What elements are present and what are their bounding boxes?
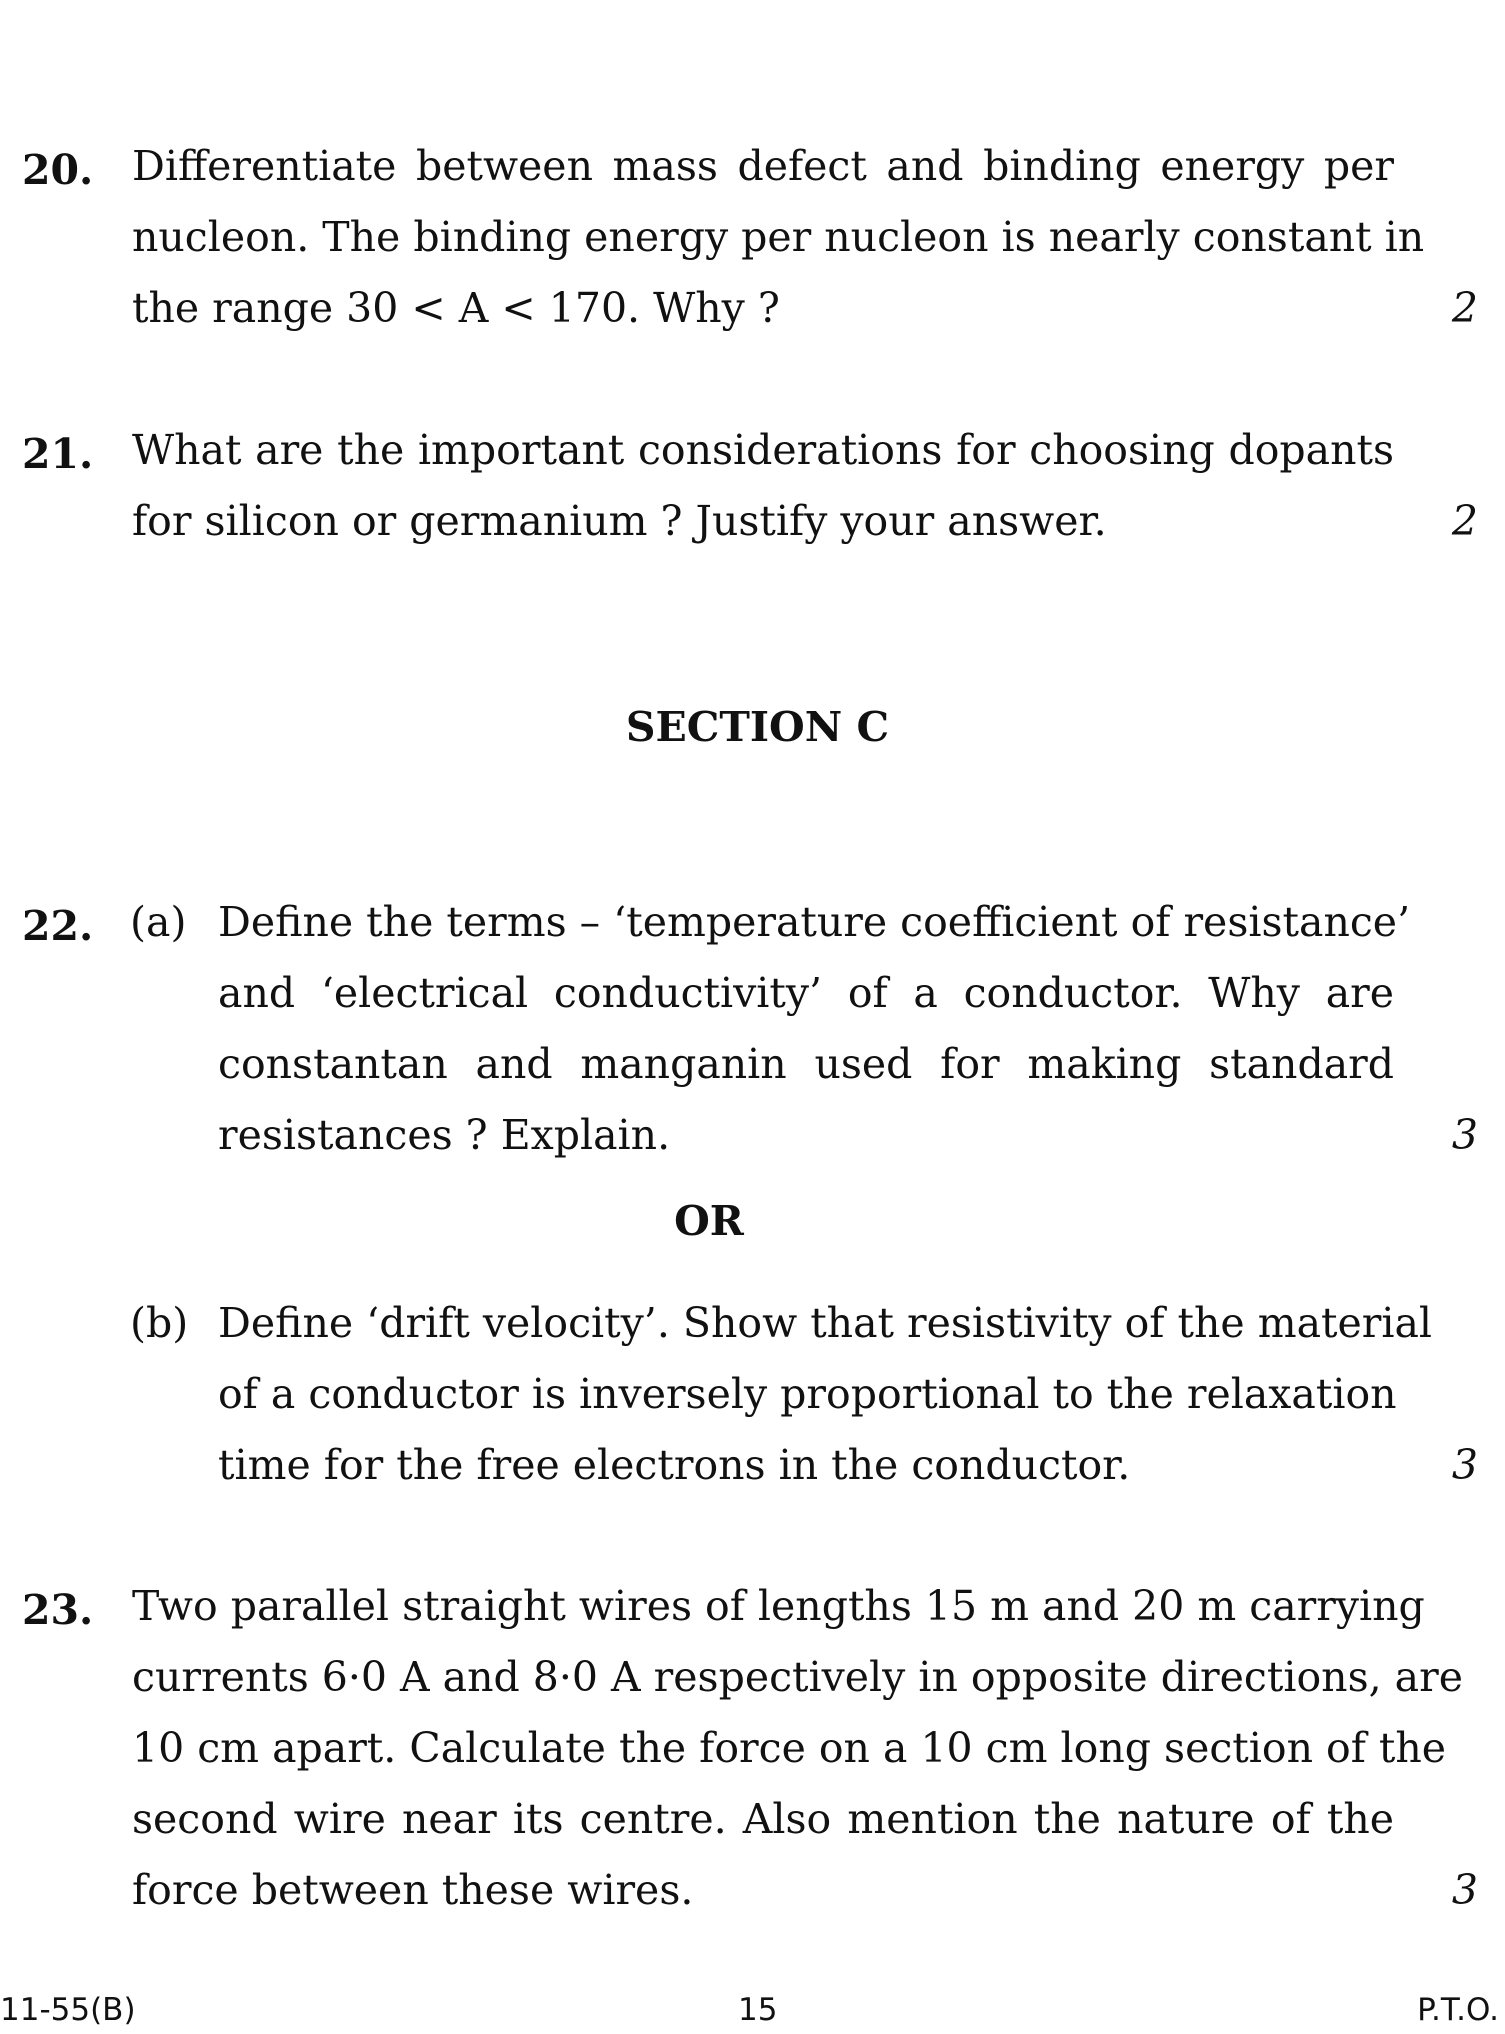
- question-text-line: What are the important considerations for choosing dopants: [132, 426, 1394, 474]
- question-text-line: time for the free electrons in the conductor.: [218, 1441, 1131, 1489]
- question-text-line: the range 30 < A < 170. Why ?: [132, 284, 780, 332]
- marks: 3: [1451, 1111, 1478, 1159]
- question-number: 20.: [22, 146, 94, 194]
- page-number: 15: [738, 1992, 778, 2028]
- question-text-line: and ‘electrical conductivity’ of a conductor. Why are: [218, 969, 1394, 1017]
- question-text-line: nucleon. The binding energy per nucleon is nearly constant in: [132, 213, 1425, 261]
- marks: 3: [1451, 1441, 1478, 1489]
- sub-question-label: (b): [130, 1299, 189, 1347]
- marks: 2: [1451, 497, 1478, 545]
- marks: 3: [1451, 1866, 1478, 1914]
- question-text-line: of a conductor is inversely proportional to the relaxation: [218, 1370, 1397, 1418]
- question-number: 22.: [22, 902, 94, 950]
- sub-question-label: (a): [130, 898, 187, 946]
- question-text-line: resistances ? Explain.: [218, 1111, 671, 1159]
- question-text-line: second wire near its centre. Also mention the nature of the: [132, 1795, 1394, 1843]
- question-text-line: Differentiate between mass defect and binding energy per: [132, 142, 1394, 190]
- question-text-line: Define the terms – ‘temperature coefficient of resistance’: [218, 898, 1411, 946]
- section-heading: SECTION C: [625, 703, 890, 751]
- question-text-line: Define ‘drift velocity’. Show that resistivity of the material: [218, 1299, 1433, 1347]
- question-text-line: 10 cm apart. Calculate the force on a 10 cm long section of the: [132, 1724, 1447, 1772]
- question-number: 21.: [22, 430, 94, 478]
- or-separator: OR: [674, 1197, 744, 1245]
- question-text-line: force between these wires.: [132, 1866, 694, 1914]
- marks: 2: [1451, 284, 1478, 332]
- question-text-line: Two parallel straight wires of lengths 15 m and 20 m carrying: [132, 1582, 1425, 1630]
- question-number: 23.: [22, 1586, 94, 1634]
- question-text-line: currents 6·0 A and 8·0 A respectively in opposite directions, are: [132, 1653, 1463, 1701]
- please-turn-over: P.T.O.: [1417, 1992, 1499, 2028]
- question-text-line: for silicon or germanium ? Justify your answer.: [132, 497, 1107, 545]
- question-text-line: constantan and manganin used for making standard: [218, 1040, 1394, 1088]
- paper-code: 11-55(B): [0, 1992, 136, 2028]
